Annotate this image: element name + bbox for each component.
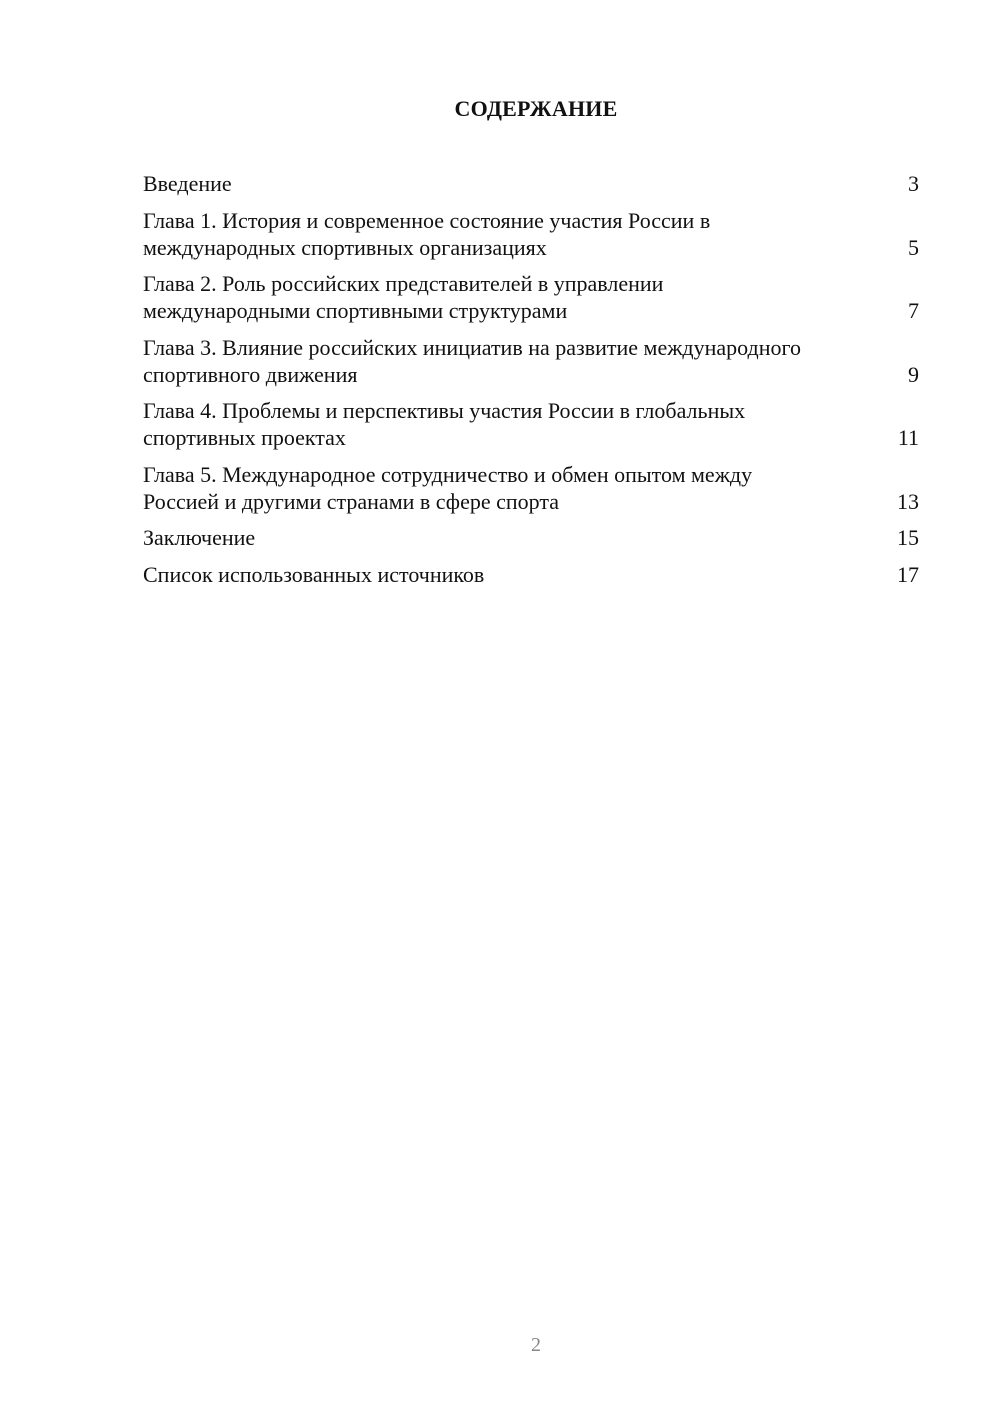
toc-entry-page: 9	[908, 361, 919, 387]
toc-entry-title: Глава 4. Проблемы и перспективы участия России в глобальных спортивных проектах	[143, 398, 746, 450]
toc-entry-page: 11	[897, 425, 919, 450]
toc-entry-title: Глава 5. Международное сотрудничество и обмен опытом между Россией и другими странами в сфере спорта	[143, 461, 753, 514]
toc-entry-references[interactable]	[143, 561, 919, 588]
toc-entry-title: Глава 1. История и современное состояние участия России в международных спортивных организациях	[143, 207, 711, 260]
toc-entry-chapter-4[interactable]	[143, 397, 919, 451]
toc-entry-chapter-5[interactable]	[143, 461, 919, 515]
page-number: 2	[531, 1334, 541, 1356]
toc-entry-title: Список использованных источников	[143, 561, 485, 587]
page-title: СОДЕРЖАНИЕ	[454, 96, 618, 121]
toc-entry-page: 15	[897, 525, 919, 550]
toc-entry-page: 5	[908, 234, 919, 260]
toc-entry-title: Глава 2. Роль российских представителей в управлении международными спортивными структурами	[143, 271, 664, 323]
toc-entry-chapter-3[interactable]	[143, 334, 919, 388]
toc-entry-chapter-1[interactable]	[143, 207, 919, 261]
toc-entry-page: 13	[897, 488, 919, 514]
toc-entry-page: 17	[897, 561, 919, 587]
toc-entry-page: 3	[908, 171, 919, 196]
toc-entry-title: Заключение	[143, 525, 256, 550]
table-of-contents	[143, 170, 919, 597]
toc-entry-title: Глава 3. Влияние российских инициатив на развитие международного спортивного движения	[143, 334, 801, 387]
toc-entry-conclusion[interactable]	[143, 524, 919, 551]
toc-entry-introduction[interactable]	[143, 170, 919, 197]
toc-entry-page: 7	[908, 298, 919, 323]
toc-entry-chapter-2[interactable]	[143, 270, 919, 324]
toc-entry-title: Введение	[143, 171, 232, 196]
